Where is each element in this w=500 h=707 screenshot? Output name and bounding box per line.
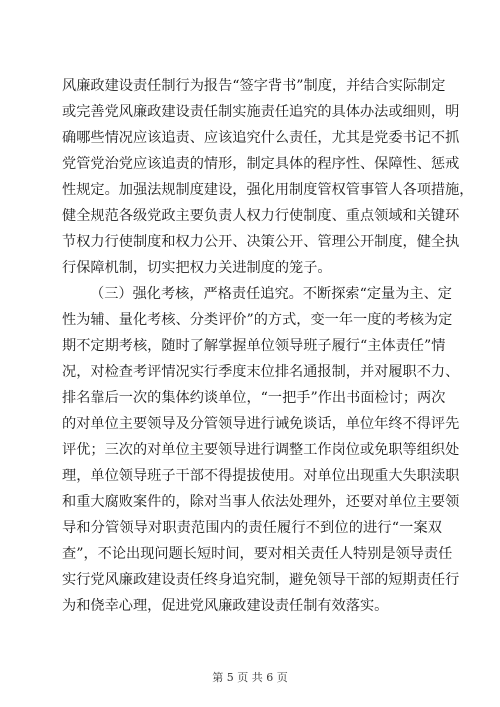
body-text-line: 或完善党风廉政建设责任制实施责任追究的具体办法或细则，明 [62,104,460,120]
body-text-line: 排名靠后一次的集体约谈单位，“一把手”作出书面检讨；两次 [62,390,446,406]
body-text-line: 节权力行使制度和权力公开、决策公开、管理公开制度，健全执 [62,234,460,250]
body-text-line: 和重大腐败案件的，除对当事人依法处理外，还要对单位主要领 [62,494,460,510]
body-text-line: 况，对检查考评情况实行季度末位排名通报制，并对履职不力、 [62,364,460,380]
body-text-line: 查”，不论出现问题长短时间，要对相关责任人特别是领导责任 [62,546,453,562]
body-text-line: 性规定。加强法规制度建设，强化用制度管权管事管人各项措施， [62,182,474,198]
page-number-footer: 第 5 页 共 6 页 [212,671,288,684]
body-text-line: 实行党风廉政建设责任终身追究制，避免领导干部的短期责任行 [62,572,460,588]
body-text-line: 为和侥幸心理，促进党风廉政建设责任制有效落实。 [62,598,389,614]
body-text-line: 行保障机制，切实把权力关进制度的笼子。 [62,260,332,276]
section-heading-line: （三）强化考核，严格责任追究。不断探索“定量为主、定 [90,286,452,302]
body-text-line: 导和分管领导对职责范围内的责任履行不到位的进行“一案双 [62,520,442,536]
body-text-line: 评优；三次的对单位主要领导进行调整工作岗位或免职等组织处 [62,442,460,458]
body-text-line: 的对单位主要领导及分管领导进行诫免谈话，单位年终不得评先 [62,416,460,432]
body-text-line: 健全规范各级党政主要负责人权力行使制度、重点领域和关键环 [62,208,460,224]
body-text-line: 党管党治党应该追责的情形，制定具体的程序性、保障性、惩戒 [62,156,460,172]
body-text-line: 性为辅、量化考核、分类评价”的方式，变一年一度的考核为定 [62,312,453,328]
body-text-line: 理，单位领导班子干部不得提拔使用。对单位出现重大失职渎职 [62,468,460,484]
body-text-line: 确哪些情况应该追责、应该追究什么责任，尤其是党委书记不抓 [62,130,460,146]
body-text-line: 风廉政建设责任制行为报告“签字背书”制度，并结合实际制定 [62,78,446,94]
body-text-line: 期不定期考核，随时了解掌握单位领导班子履行“主体责任”情 [62,338,446,354]
